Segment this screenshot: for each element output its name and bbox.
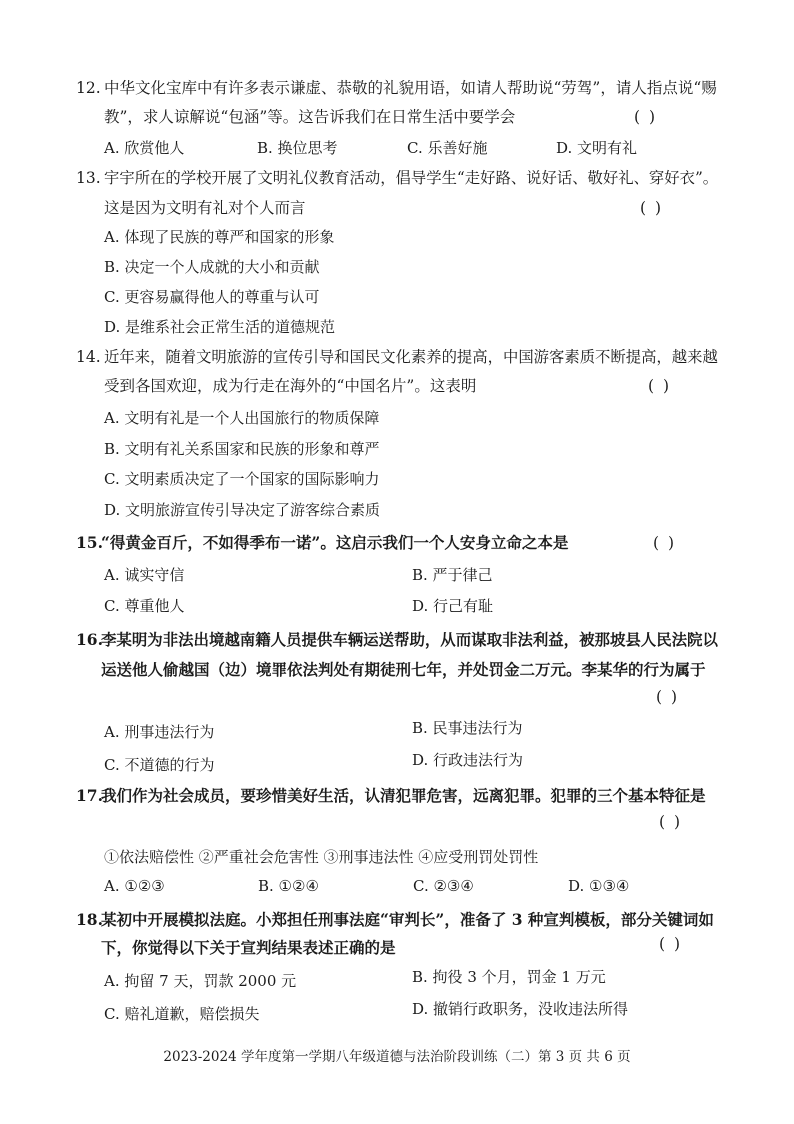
option-c: C. 赔礼道歉，赔偿损失	[104, 1005, 260, 1023]
question-stem-line: 运送他人偷越国（边）境罪依法判处有期徒刑七年，并处罚金二万元。李某华的行为属于	[101, 660, 706, 679]
option-b: B. 严于律己	[412, 566, 493, 584]
question-stem-line: 某初中开展模拟法庭。小郑担任刑事法庭“审判长”，准备了 3 种宣判模板，部分关键词如	[101, 910, 714, 929]
answer-parentheses: ( )	[653, 534, 677, 552]
statement-list: ①依法赔偿性 ②严重社会危害性 ③刑事违法性 ④应受刑罚处罚性	[104, 848, 539, 866]
question-stem-line: 中华文化宝库中有许多表示谦虚、恭敬的礼貌用语，如请人帮助说“劳驾”，请人指点说“赐	[104, 79, 717, 97]
option-d: D. 行政违法行为	[412, 751, 524, 769]
question-stem-line: 受到各国欢迎，成为行走在海外的“中国名片”。这表明	[104, 377, 477, 395]
option-b: B. 文明有礼关系国家和民族的形象和尊严	[104, 440, 380, 458]
question-number: 18.	[76, 910, 103, 929]
option-a: A. 拘留 7 天，罚款 2000 元	[104, 972, 297, 990]
option-c: C. ②③④	[413, 877, 474, 895]
question-number: 17.	[76, 786, 103, 805]
question-stem-line: 下，你觉得以下关于宣判结果表述正确的是	[101, 938, 396, 957]
option-c: C. 乐善好施	[407, 139, 488, 157]
option-d: D. 是维系社会正常生活的道德规范	[104, 318, 336, 336]
question-stem-line: 近年来，随着文明旅游的宣传引导和国民文化素养的提高，中国游客素质不断提高，越来越	[104, 348, 718, 366]
option-c: C. 文明素质决定了一个国家的国际影响力	[104, 470, 380, 488]
option-b: B. 拘役 3 个月，罚金 1 万元	[412, 968, 606, 986]
answer-parentheses: ( )	[640, 199, 664, 217]
option-a: A. 欣赏他人	[104, 139, 185, 157]
question-stem-line: 李某明为非法出境越南籍人员提供车辆运送帮助，从而谋取非法利益，被那坡县人民法院以	[101, 630, 718, 649]
question-number: 16.	[76, 630, 103, 649]
option-b: B. 民事违法行为	[412, 719, 523, 737]
option-d: D. 文明旅游宣传引导决定了游客综合素质	[104, 501, 381, 519]
question-stem-line: “得黄金百斤，不如得季布一诺”。这启示我们一个人安身立命之本是	[101, 533, 569, 552]
option-a: A. 体现了民族的尊严和国家的形象	[104, 228, 335, 246]
question-number: 13.	[76, 169, 101, 187]
question-stem-line: 教”，求人谅解说“包涵”等。这告诉我们在日常生活中要学会	[104, 108, 516, 126]
option-b: B. ①②④	[258, 877, 319, 895]
answer-parentheses: ( )	[656, 688, 680, 706]
page-footer: 2023-2024 学年度第一学期八年级道德与法治阶段训练（二）第 3 页 共 6 页	[163, 1049, 631, 1065]
answer-parentheses: ( )	[648, 377, 672, 395]
question-stem-line: 我们作为社会成员，要珍惜美好生活，认清犯罪危害，远离犯罪。犯罪的三个基本特征是	[101, 786, 706, 805]
answer-parentheses: ( )	[659, 813, 683, 831]
option-c: C. 尊重他人	[104, 597, 185, 615]
option-a: A. ①②③	[104, 877, 165, 895]
option-a: A. 文明有礼是一个人出国旅行的物质保障	[104, 409, 380, 427]
option-a: A. 诚实守信	[104, 566, 185, 584]
option-b: B. 决定一个人成就的大小和贡献	[104, 258, 320, 276]
answer-parentheses: ( )	[634, 108, 658, 126]
option-d: D. 行己有耻	[412, 597, 494, 615]
question-number: 12.	[76, 79, 101, 97]
option-c: C. 不道德的行为	[104, 756, 215, 774]
option-b: B. 换位思考	[257, 139, 338, 157]
option-d: D. 文明有礼	[556, 139, 638, 157]
option-a: A. 刑事违法行为	[104, 723, 215, 741]
question-stem-line: 宇宇所在的学校开展了文明礼仪教育活动，倡导学生“走好路、说好话、敬好礼、穿好衣”。	[104, 169, 719, 187]
option-d: D. 撤销行政职务，没收违法所得	[412, 1000, 629, 1018]
answer-parentheses: ( )	[659, 935, 683, 953]
question-number: 15.	[76, 533, 103, 552]
question-number: 14.	[76, 348, 101, 366]
option-d: D. ①③④	[568, 877, 630, 895]
option-c: C. 更容易赢得他人的尊重与认可	[104, 288, 320, 306]
question-stem-line: 这是因为文明有礼对个人而言	[104, 199, 306, 217]
